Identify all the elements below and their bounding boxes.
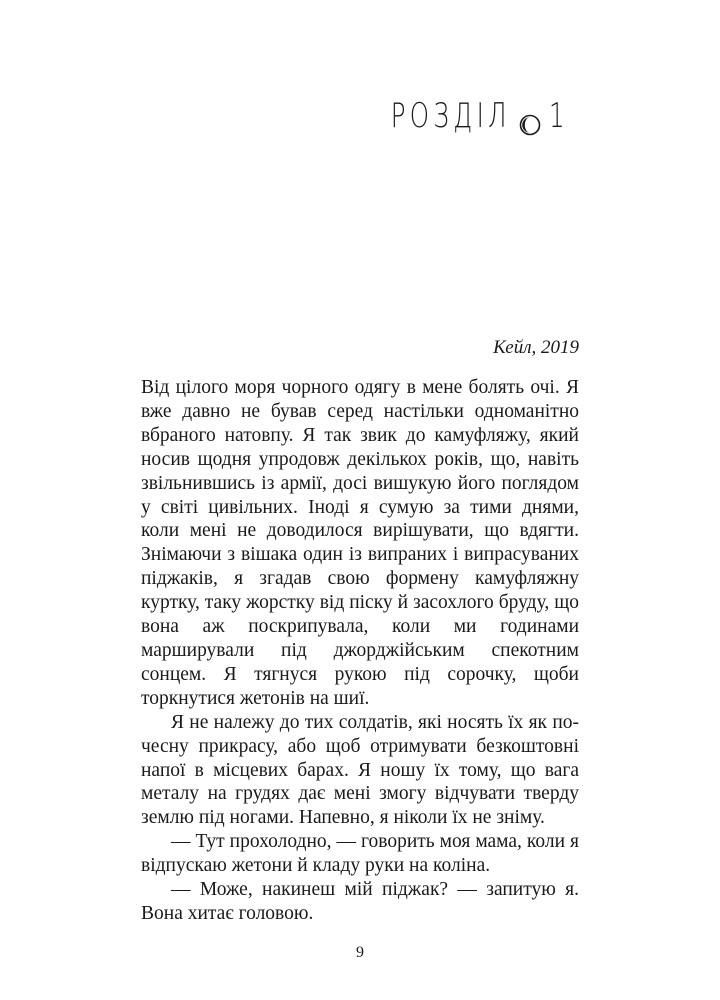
page-number: 9 [356,944,364,961]
epigraph: Кейл, 2019 [493,337,579,358]
body-text [141,376,579,926]
paragraph: Від цілого моря чорного одягу в мене болять очі. Я вже давно не бував серед настільки одноманітно вбраного натовпу. Я так звик до камуфляжу, який носив щодня упродовж декількох років, що, навіть звільнившись із армії, досі вишукую його поглядом у світі цивільних. Іноді я сумую за тими днями, коли мені не доводилося вирішувати, що вдягти. Знімаючи з вішака один із випраних і випрасуваних піджаків, я згадав свою формену камуфляжну куртку, таку жорстку від піску й засохлого бруду, що вона аж поскрипувала, коли ми годинами марширували під джорджійським спекотним сонцем. Я тягнуся рукою під сорочку, щоби торкнутися жетонів на шиї. [141,377,579,709]
paragraph: Я не належу до тих солдатів, які носять їх як почесну прикрасу, або щоб отримувати безкоштовні напої в місцевих барах. Я ношу їх тому, що вага металу на грудях дає мені змогу відчувати тверду землю під ногами. Напевно, я ніколи їх не зніму. [141,711,579,829]
chapter-number: 1 [549,96,570,136]
crescent-moon-icon [519,105,541,127]
chapter-word: РОЗДІЛ [391,96,512,136]
paragraph: — Тут прохолодно, — говорить моя мама, коли я відпускаю жетони й кладу руки на коліна. [141,831,579,877]
paragraph: — Може, накинеш мій піджак? — запитую я. Вона хитає головою. [141,879,579,924]
chapter-heading [344,96,577,136]
